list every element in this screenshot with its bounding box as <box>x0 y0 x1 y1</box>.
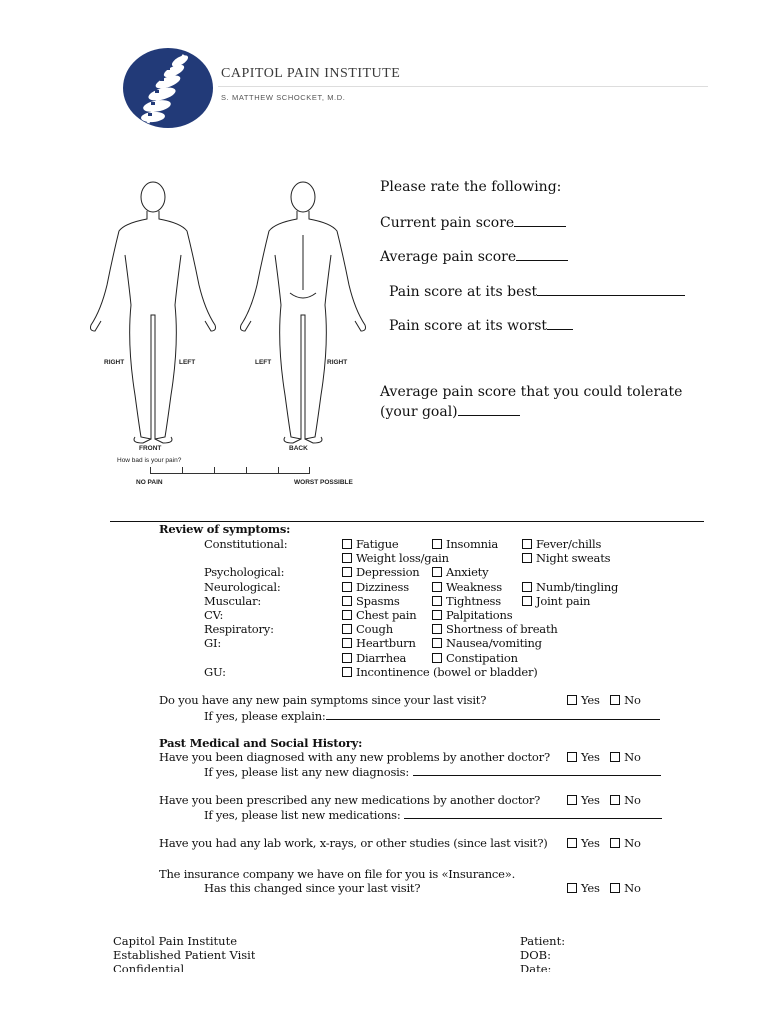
q5-yes[interactable] <box>567 881 600 895</box>
q4-yes-no <box>567 836 641 850</box>
symptom-label: Incontinence (bowel or bladder) <box>356 664 538 679</box>
q3-medications-field[interactable] <box>404 807 662 819</box>
q5-sub: Has this changed since your last visit? <box>204 881 421 895</box>
q1-sub-row <box>204 708 660 723</box>
current-pain-label: Current pain score <box>380 215 515 231</box>
checkbox[interactable] <box>522 596 532 606</box>
symptom-label: Joint pain <box>536 593 591 608</box>
symptom-label: Constipation <box>446 650 518 665</box>
q5-no[interactable] <box>610 881 641 895</box>
q1-no[interactable] <box>610 693 641 707</box>
symptom-label: Nausea/vomiting <box>446 636 542 651</box>
scale-max-label: WORST POSSIBLE <box>294 479 353 486</box>
front-label: FRONT <box>139 445 162 452</box>
checkbox[interactable] <box>610 752 620 762</box>
worst-pain-row <box>389 316 573 334</box>
footer-dob: DOB: <box>520 948 551 962</box>
back-label: BACK <box>289 445 308 452</box>
yes-label: Yes <box>581 836 600 850</box>
no-label: No <box>624 693 641 707</box>
checkbox[interactable] <box>432 596 442 606</box>
q3-sub-label: If yes, please list new medications: <box>204 808 401 822</box>
symptom-fever[interactable] <box>522 537 618 551</box>
q2-no[interactable] <box>610 750 641 764</box>
rating-heading: Please rate the following: <box>380 179 562 195</box>
checkbox[interactable] <box>342 539 352 549</box>
checkbox[interactable] <box>432 624 442 634</box>
symptom-label: Palpitations <box>446 608 513 623</box>
yes-label: Yes <box>581 793 600 807</box>
yes-label: Yes <box>581 750 600 764</box>
q1-yes[interactable] <box>567 693 600 707</box>
q2-sub-row <box>204 764 661 779</box>
q3-text: Have you been prescribed any new medications by another doctor? <box>159 793 541 807</box>
no-label: No <box>624 836 641 850</box>
footer-right <box>520 934 565 972</box>
symptom-label: Cough <box>356 622 393 637</box>
q3-yes[interactable] <box>567 793 600 807</box>
symptom-label: Weight loss/gain <box>356 551 449 566</box>
footer-patient: Patient: <box>520 934 566 948</box>
pain-scale-question: How bad is your pain? <box>117 457 182 464</box>
checkbox[interactable] <box>342 553 352 563</box>
q1-yes-no <box>567 693 641 707</box>
symptom-label: Spasms <box>356 593 400 608</box>
q5-yes-no <box>567 881 641 895</box>
label-gi: GI: <box>204 636 222 651</box>
best-pain-row <box>389 282 685 300</box>
symptom-label: Depression <box>356 565 420 580</box>
footer-org: Capitol Pain Institute <box>113 934 237 948</box>
symptom-label: Shortness of breath <box>446 622 558 637</box>
checkbox[interactable] <box>522 553 532 563</box>
q4-no[interactable] <box>610 836 641 850</box>
scale-min-label: NO PAIN <box>136 479 163 486</box>
checkbox[interactable] <box>610 838 620 848</box>
q2-yes[interactable] <box>567 750 600 764</box>
label-psychological: Psychological: <box>204 565 285 580</box>
checkbox[interactable] <box>432 638 442 648</box>
pmh-heading: Past Medical and Social History: <box>159 736 363 750</box>
checkbox[interactable] <box>432 539 442 549</box>
q2-diagnosis-field[interactable] <box>413 764 661 776</box>
label-respiratory: Respiratory: <box>204 622 274 637</box>
symptom-label: Weakness <box>446 579 502 594</box>
review-heading: Review of symptoms: <box>159 522 291 536</box>
symptom-label: Dizziness <box>356 579 409 594</box>
q2-sub-label: If yes, please list any new diagnosis: <box>204 765 410 779</box>
checkbox[interactable] <box>342 610 352 620</box>
symptom-label: Tightness <box>446 593 501 608</box>
system-labels <box>204 537 287 679</box>
no-label: No <box>624 793 641 807</box>
average-pain-field[interactable] <box>516 247 568 261</box>
worst-pain-field[interactable] <box>547 316 573 330</box>
checkbox[interactable] <box>432 653 442 663</box>
q2-text: Have you been diagnosed with any new problems by another doctor? <box>159 750 550 764</box>
body-diagram <box>85 175 375 495</box>
label-neurological: Neurological: <box>204 579 281 594</box>
logo <box>122 47 214 129</box>
worst-pain-label: Pain score at its worst <box>389 318 548 334</box>
checkbox[interactable] <box>567 838 577 848</box>
average-pain-row <box>380 247 568 265</box>
symptom-label: Heartburn <box>356 636 416 651</box>
q4-text: Have you had any lab work, x-rays, or other studies (since last visit?) <box>159 836 548 850</box>
checkbox[interactable] <box>432 610 442 620</box>
label-gu: GU: <box>204 664 226 679</box>
clinic-name: CAPITOL PAIN INSTITUTE <box>221 66 401 81</box>
back-left-label: LEFT <box>255 359 272 366</box>
symptom-nausea[interactable] <box>432 636 558 650</box>
checkbox[interactable] <box>567 695 577 705</box>
symptoms-col-3 <box>522 537 618 608</box>
pain-scale <box>150 467 310 479</box>
current-pain-row <box>380 213 566 231</box>
symptom-label: Night sweats <box>536 551 611 566</box>
no-label: No <box>624 750 641 764</box>
best-pain-field[interactable] <box>537 282 685 296</box>
symptom-label: Chest pain <box>356 608 417 623</box>
checkbox[interactable] <box>342 624 352 634</box>
doctor-name: S. MATTHEW SCHOCKET, M.D. <box>221 93 346 102</box>
symptom-numb[interactable] <box>522 580 618 594</box>
q3-sub-row <box>204 807 662 822</box>
average-pain-label: Average pain score <box>380 249 517 265</box>
q1-sub-label: If yes, please explain: <box>204 709 326 723</box>
yes-label: Yes <box>581 881 600 895</box>
checkbox[interactable] <box>342 638 352 648</box>
tolerate-field[interactable] <box>458 402 520 416</box>
label-cv: CV: <box>204 608 224 623</box>
checkbox[interactable] <box>567 883 577 893</box>
label-constitutional: Constitutional: <box>204 537 288 551</box>
tolerate-label: (your goal) <box>380 404 458 420</box>
front-right-label: RIGHT <box>104 359 125 366</box>
checkbox[interactable] <box>342 596 352 606</box>
checkbox[interactable] <box>342 667 352 677</box>
checkbox[interactable] <box>610 883 620 893</box>
q3-no[interactable] <box>610 793 641 807</box>
symptom-label: Fatigue <box>356 537 399 551</box>
q1-explain-field[interactable] <box>326 708 660 720</box>
back-right-label: RIGHT <box>327 359 348 366</box>
footer-date: Date: <box>520 962 552 972</box>
checkbox[interactable] <box>567 752 577 762</box>
symptom-label: Insomnia <box>446 537 499 551</box>
q4-yes[interactable] <box>567 836 600 850</box>
q2-yes-no <box>567 750 641 764</box>
symptom-label: Diarrhea <box>356 650 407 665</box>
footer-visit: Established Patient Visit <box>113 948 256 962</box>
spine-logo-icon <box>122 47 214 129</box>
header-rule <box>218 86 708 87</box>
checkbox[interactable] <box>342 582 352 592</box>
checkbox[interactable] <box>610 695 620 705</box>
checkbox[interactable] <box>432 582 442 592</box>
symptom-label: Fever/chills <box>536 537 602 551</box>
best-pain-label: Pain score at its best <box>389 284 538 300</box>
symptom-constipation[interactable] <box>432 651 558 665</box>
checkbox[interactable] <box>567 795 577 805</box>
q5-text: The insurance company we have on file for you is «Insurance». <box>159 867 516 881</box>
checkbox[interactable] <box>610 795 620 805</box>
yes-label: Yes <box>581 693 600 707</box>
label-muscular: Muscular: <box>204 593 262 608</box>
symptom-night-sweats[interactable] <box>522 551 618 565</box>
symptom-sob[interactable] <box>432 622 558 636</box>
tolerate-row-2 <box>380 402 520 420</box>
checkbox[interactable] <box>432 567 442 577</box>
checkbox[interactable] <box>522 582 532 592</box>
current-pain-field[interactable] <box>514 213 566 227</box>
front-left-label: LEFT <box>179 359 196 366</box>
symptom-label: Anxiety <box>446 565 489 580</box>
no-label: No <box>624 881 641 895</box>
checkbox[interactable] <box>522 539 532 549</box>
footer-confidential: Confidential <box>113 962 185 972</box>
footer-left <box>113 934 255 972</box>
symptom-joint-pain[interactable] <box>522 594 618 608</box>
checkbox[interactable] <box>342 653 352 663</box>
symptom-label: Numb/tingling <box>536 579 619 594</box>
symptom-palpitations[interactable] <box>432 608 558 622</box>
q1-text: Do you have any new pain symptoms since your last visit? <box>159 693 487 707</box>
body-outline-icon <box>85 175 375 450</box>
q3-yes-no <box>567 793 641 807</box>
checkbox[interactable] <box>342 567 352 577</box>
symptom-incontinence[interactable] <box>342 665 538 679</box>
tolerate-row-1: Average pain score that you could tolerate <box>380 384 683 400</box>
